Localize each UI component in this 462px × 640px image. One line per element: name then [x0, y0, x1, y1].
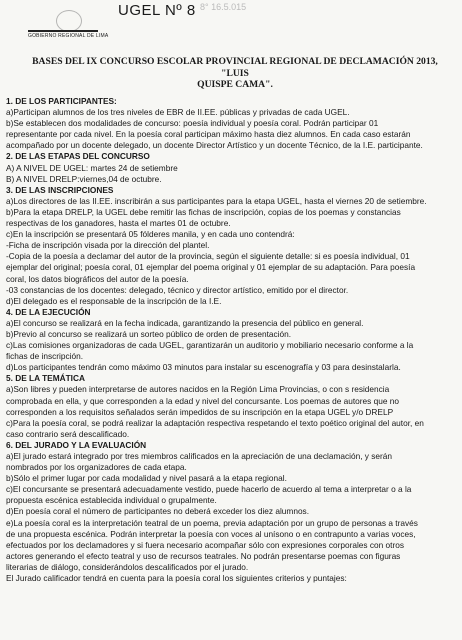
section-heading: 4. DE LA EJECUCIÓN — [6, 306, 91, 317]
section-line: ejemplar del original; poesía coral, 01 ejemplar del poema original y 01 ejemplar de su adaptación. Para poesía — [6, 262, 416, 273]
section-line: comprobada en ella, y que corresponden a la edad y nivel del concursante. Los poemas de autores que no — [6, 395, 399, 406]
section-line: de una propuesta escénica. Podrán interpretar la poesía con voces al unísono o en contrapunto a varias voces, — [6, 528, 416, 539]
section-line: a)Son libres y pueden interpretarse de autores nacidos en la Región Lima Provincias, o con s residencia — [6, 384, 390, 395]
section-heading: 3. DE LAS INSCRIPCIONES — [6, 184, 114, 195]
section-line: propuesta escénica establecida individual o grupalmente. — [6, 495, 217, 506]
section-line: a)El concurso se realizará en la fecha indicada, garantizando la presencia del público en general. — [6, 317, 364, 328]
section-line: -Copia de la poesía a declamar del autor de la provincia, según el siguiente detalle: si es poesía individual, 01 — [6, 251, 410, 262]
section-line: caso contrario será descalificado. — [6, 428, 130, 439]
section-line: acompañado por un docente delegado, un docente Director Artístico y un docente Técnico, de la I.E. participante. — [6, 140, 423, 151]
section-line: b)Previo al concurso se realizará un sorteo público de orden de presentación. — [6, 328, 292, 339]
section-line: a)Participan alumnos de los tres niveles de EBR de II.EE. públicas y privadas de cada UGEL. — [6, 107, 350, 118]
section-line: coral, los datos biográficos del autor de la poesía. — [6, 273, 189, 284]
section-line: d)En poesía coral el número de participantes no deberá exceder los diez alumnos. — [6, 506, 310, 517]
document-body — [6, 96, 458, 584]
ugel-heading: UGEL Nº 8 — [118, 2, 196, 19]
section-line: A) A NIVEL DE UGEL: martes 24 de setiembre — [6, 162, 178, 173]
section-heading: 2. DE LAS ETAPAS DEL CONCURSO — [6, 151, 150, 162]
government-label: GOBIERNO REGIONAL DE LIMA — [28, 33, 109, 39]
section-line: a)Los directores de las II.EE. inscribirán a sus participantes para la etapa UGEL, hasta el viernes 20 de setiembre. — [6, 195, 427, 206]
faint-stamp-text: 8° 16.5.015 — [200, 2, 247, 12]
section-line: b)Para la etapa DRELP, la UGEL debe remitir las fichas de inscripción, copias de los poemas y constancias — [6, 206, 401, 217]
section-line: El Jurado calificador tendrá en cuenta para la poesía coral los siguientes criterios y puntajes: — [6, 573, 347, 584]
document-title — [20, 56, 450, 91]
section-heading: 1. DE LOS PARTICIPANTES: — [6, 96, 117, 106]
section-line: actores generando el efecto teatral y uso de recursos teatrales. No podrán presentarse poemas con figuras — [6, 550, 401, 561]
section-line: c)En la inscripción se presentará 05 fólderes manila, y en cada uno contendrá: — [6, 229, 295, 240]
section-line: d)Los participantes tendrán como máximo 03 minutos para instalar su escenografía y 03 para desinstalarla. — [6, 362, 401, 373]
section-line: b)Se establecen dos modalidades de concurso: poesía individual y poesía coral. Podrán participar 01 — [6, 118, 379, 129]
section-line: nombrados por los organizadores de cada etapa. — [6, 462, 187, 473]
section-line: -Ficha de inscripción visada por la dirección del plantel. — [6, 240, 210, 251]
title-line: QUISPE CAMA". — [197, 79, 273, 90]
section-line: b)Sólo el primer lugar por cada modalidad y nivel pasará a la etapa regional. — [6, 473, 287, 484]
section-line: respectivas de los ganadores, hasta el martes 01 de octubre. — [6, 218, 231, 229]
section-line: -03 constancias de los docentes: delegado, técnico y director artístico, emitido por el director. — [6, 284, 349, 295]
section-heading: 5. DE LA TEMÁTICA — [6, 373, 85, 384]
section-line: fichas de inscripción. — [6, 351, 84, 362]
section-line: c)Para la poesía coral, se podrá realizar la adaptación respectiva respetando el texto poético original del autor, en — [6, 417, 424, 428]
section-line: corresponden a los requisitos señalados serán impedidos de su inscripción en la etapa UGEL y/o DRELP — [6, 406, 394, 417]
section-line: a)El jurado estará integrado por tres miembros calificados en la apreciación de una declamación, y serán — [6, 451, 393, 461]
header-rule — [28, 30, 98, 32]
section-line: c)Las comisiones organizadoras de cada UGEL, garantizarán un auditorio y mobiliario necesario conforme a la — [6, 340, 414, 351]
section-line: e)La poesía coral es la interpretación teatral de un poema, previa adaptación por un grupo de personas a través — [6, 517, 418, 528]
section-line: B) A NIVEL DRELP:viernes,04 de octubre. — [6, 173, 162, 184]
section-line: efectuados por los declamadores y si fuera necesario acompañar sólo con expresiones corporales con otros — [6, 539, 405, 550]
section-line: literarias de diálogo, considerándolos descalificados por el jurado. — [6, 561, 249, 572]
section-heading: 6. DEL JURADO Y LA EVALUACIÓN — [6, 439, 147, 450]
section-line: representante por cada nivel. En la poesía coral participan máximo hasta diez alumnos. En cada caso estarán — [6, 129, 411, 140]
section-line: d)El delegado es el responsable de la inscripción de la I.E. — [6, 295, 222, 306]
regional-seal-icon — [56, 10, 82, 32]
section-line: c)El concursante se presentará adecuadamente vestido, puede hacerlo de acuerdo al tema a interpretar o a la — [6, 484, 412, 495]
title-line: BASES DEL IX CONCURSO ESCOLAR PROVINCIAL REGIONAL DE DECLAMACIÓN 2013, "LUIS — [32, 56, 438, 79]
